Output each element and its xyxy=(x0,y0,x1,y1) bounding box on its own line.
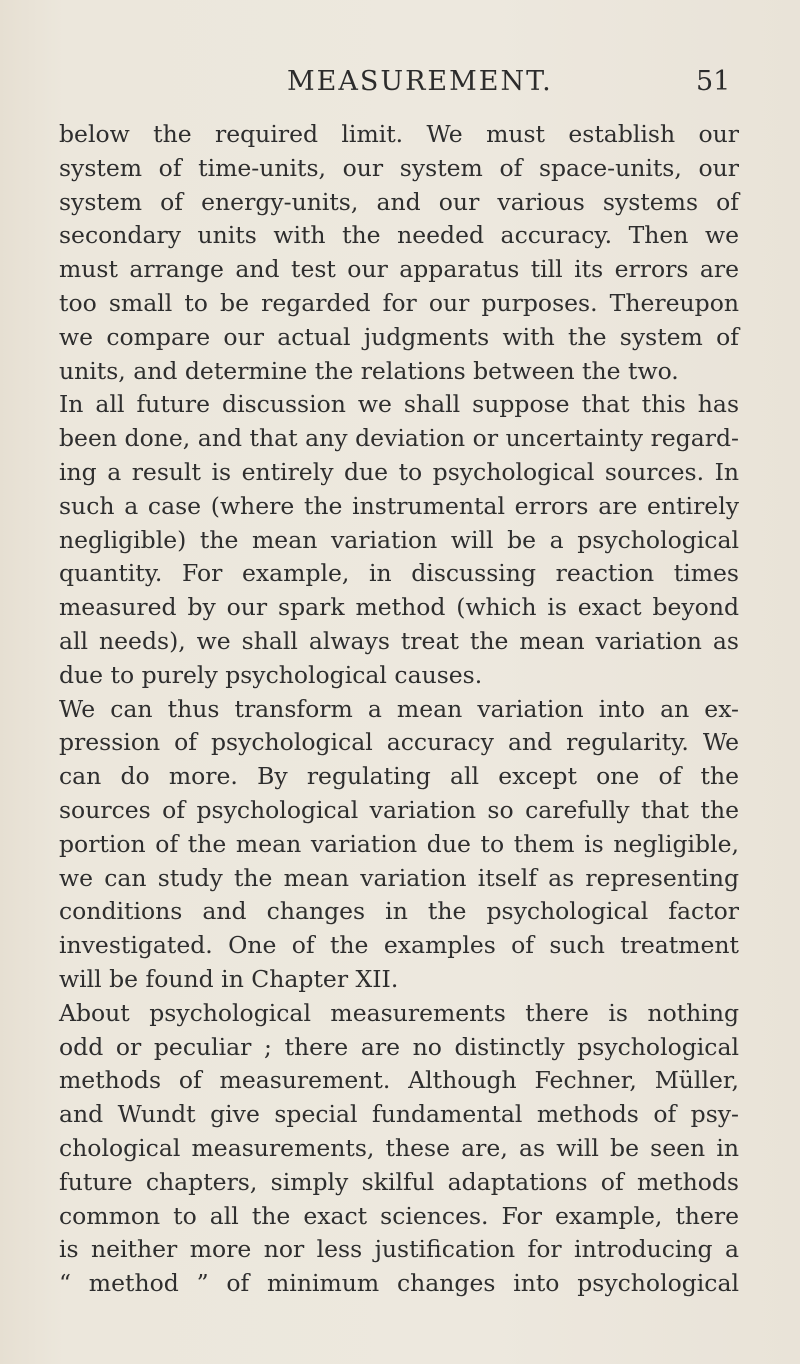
text-line: common to all the exact sciences. For example, there xyxy=(59,1201,739,1230)
text-line: system of time-units, our system of space-units, our xyxy=(59,153,739,182)
body-text xyxy=(59,118,739,1301)
text-line: sources of psychological variation so carefully that the xyxy=(59,795,739,824)
page-header xyxy=(0,66,800,106)
text-line: is neither more nor less justification for introducing a xyxy=(59,1235,739,1264)
text-line: can do more. By regulating all except one of the xyxy=(59,762,739,791)
text-line: will be found in Chapter XII. xyxy=(59,964,399,993)
text-line: We can thus transform a mean variation into an ex- xyxy=(59,694,739,723)
text-line: measured by our spark method (which is exact beyond xyxy=(59,593,739,622)
text-line: odd or peculiar ; there are no distinctly psychological xyxy=(59,1032,739,1061)
text-line: must arrange and test our apparatus till its errors are xyxy=(59,255,739,284)
text-line: investigated. One of the examples of such treatment xyxy=(59,931,739,960)
text-line: portion of the mean variation due to them is negligible, xyxy=(59,829,739,858)
text-line: secondary units with the needed accuracy. Then we xyxy=(59,221,739,250)
text-line: “ method ” of minimum changes into psychological xyxy=(59,1269,739,1298)
text-line: future chapters, simply skilful adaptations of methods xyxy=(59,1167,739,1196)
page-number: 51 xyxy=(696,66,731,97)
text-line: system of energy-units, and our various systems of xyxy=(59,187,739,216)
text-line: chological measurements, these are, as will be seen in xyxy=(59,1133,739,1162)
text-line: About psychological measurements there is nothing xyxy=(59,998,739,1027)
text-line: units, and determine the relations between the two. xyxy=(59,356,679,385)
text-line: conditions and changes in the psychological factor xyxy=(59,897,739,926)
text-line: methods of measurement. Although Fechner, Müller, xyxy=(59,1066,739,1095)
text-line: negligible) the mean variation will be a psychological xyxy=(59,525,739,554)
text-line: below the required limit. We must establish our xyxy=(59,120,739,148)
text-line: been done, and that any deviation or uncertainty regard- xyxy=(59,424,739,453)
text-line: such a case (where the instrumental errors are entirely xyxy=(59,491,739,520)
text-line: due to purely psychological causes. xyxy=(59,660,483,689)
text-line: we can study the mean variation itself as representing xyxy=(59,863,739,892)
text-line: In all future discussion we shall suppose that this has xyxy=(59,390,739,419)
text-line: pression of psychological accuracy and regularity. We xyxy=(59,728,739,757)
running-title: MEASUREMENT. xyxy=(287,66,553,97)
text-line: we compare our actual judgments with the system of xyxy=(59,322,739,351)
text-line: quantity. For example, in discussing reaction times xyxy=(59,559,739,588)
text-line: all needs), we shall always treat the mean variation as xyxy=(59,626,739,655)
text-line: and Wundt give special fundamental methods of psy- xyxy=(59,1100,739,1129)
text-line: too small to be regarded for our purposes. Thereupon xyxy=(59,288,739,317)
text-line: ing a result is entirely due to psychological sources. In xyxy=(59,457,739,486)
